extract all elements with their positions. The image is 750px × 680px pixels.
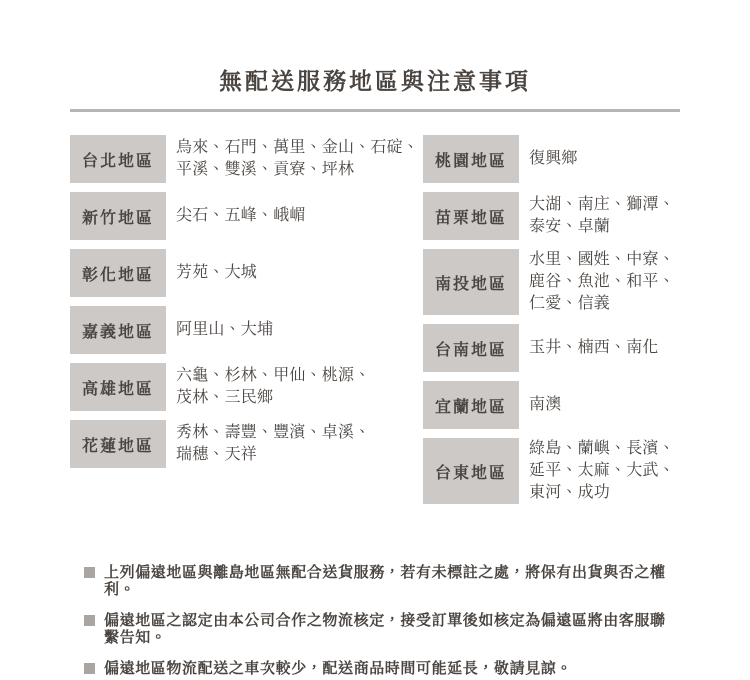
region-areas (166, 249, 257, 297)
region-label: 台北地區 (70, 135, 166, 183)
region-areas-line: 六龜、杉林、甲仙、桃源、 (176, 367, 371, 384)
region-row (70, 192, 420, 240)
region-areas-line: 芳苑、大城 (176, 264, 258, 281)
region-areas-line: 秀林、壽豐、豐濱、卓溪、 (176, 424, 371, 441)
region-areas (519, 249, 675, 315)
region-areas-line: 南澳 (529, 396, 562, 413)
region-areas (166, 363, 370, 411)
region-areas (519, 438, 675, 504)
region-areas-line: 鹿谷、魚池、和平、 (529, 273, 675, 290)
square-bullet-icon (84, 663, 95, 674)
region-row (423, 135, 680, 183)
region-areas-line: 水里、國姓、中寮、 (529, 251, 675, 268)
region-table-left (70, 135, 420, 468)
region-tables (70, 135, 680, 504)
note-text: 偏遠地區物流配送之車次較少，配送商品時間可能延長，敬請見諒。 (104, 660, 573, 677)
notes-list (70, 564, 680, 677)
region-row (70, 135, 420, 183)
note-item (84, 564, 680, 598)
region-row (423, 249, 680, 315)
region-areas-line: 茂林、三民鄉 (176, 389, 274, 406)
region-areas-line: 阿里山、大埔 (176, 321, 274, 338)
region-areas-line: 東河、成功 (529, 484, 611, 501)
region-areas-line: 延平、太麻、大武、 (529, 462, 675, 479)
region-label: 花蓮地區 (70, 420, 166, 468)
note-text: 上列偏遠地區與離島地區無配合送貨服務，若有未標註之處，將保有出貨與否之權利。 (104, 564, 666, 598)
region-areas (519, 324, 659, 372)
region-areas-line: 綠島、蘭嶼、長濱、 (529, 440, 675, 457)
region-areas-line: 玉井、楠西、南化 (529, 339, 659, 356)
note-item (84, 612, 680, 646)
region-row (70, 420, 420, 468)
region-areas-line: 復興鄉 (529, 150, 578, 167)
region-areas (166, 135, 419, 183)
region-areas-line: 烏來、石門、萬里、金山、石碇、 (176, 139, 420, 156)
region-areas-line: 泰安、卓蘭 (529, 218, 611, 235)
region-row (423, 438, 680, 504)
region-areas-line: 平溪、雙溪、貢寮、坪林 (176, 161, 355, 178)
region-label: 高雄地區 (70, 363, 166, 411)
region-label: 南投地區 (423, 249, 519, 315)
region-row (423, 381, 680, 429)
region-label: 彰化地區 (70, 249, 166, 297)
region-areas (166, 192, 306, 240)
region-row (70, 249, 420, 297)
region-label: 新竹地區 (70, 192, 166, 240)
square-bullet-icon (84, 615, 95, 626)
region-label: 嘉義地區 (70, 306, 166, 354)
region-label: 苗栗地區 (423, 192, 519, 240)
region-areas (519, 192, 675, 240)
region-areas (519, 381, 561, 429)
page-title: 無配送服務地區與注意事項 (219, 68, 531, 94)
region-label: 台南地區 (423, 324, 519, 372)
region-areas (166, 420, 370, 468)
region-areas (166, 306, 273, 354)
title-divider (70, 109, 680, 112)
square-bullet-icon (84, 567, 95, 578)
note-item (84, 660, 680, 677)
region-table-right (423, 135, 680, 504)
region-row (423, 324, 680, 372)
region-areas (519, 135, 578, 183)
note-text: 偏遠地區之認定由本公司合作之物流核定，接受訂單後如核定為偏遠區將由客服聯繫告知。 (104, 612, 666, 646)
region-row (70, 306, 420, 354)
region-row (70, 363, 420, 411)
region-label: 台東地區 (423, 438, 519, 504)
region-row (423, 192, 680, 240)
region-label: 桃園地區 (423, 135, 519, 183)
region-areas-line: 瑞穗、天祥 (176, 446, 258, 463)
region-label: 宜蘭地區 (423, 381, 519, 429)
region-areas-line: 大湖、南庄、獅潭、 (529, 196, 675, 213)
region-areas-line: 仁愛、信義 (529, 295, 611, 312)
region-areas-line: 尖石、五峰、峨嵋 (176, 207, 306, 224)
